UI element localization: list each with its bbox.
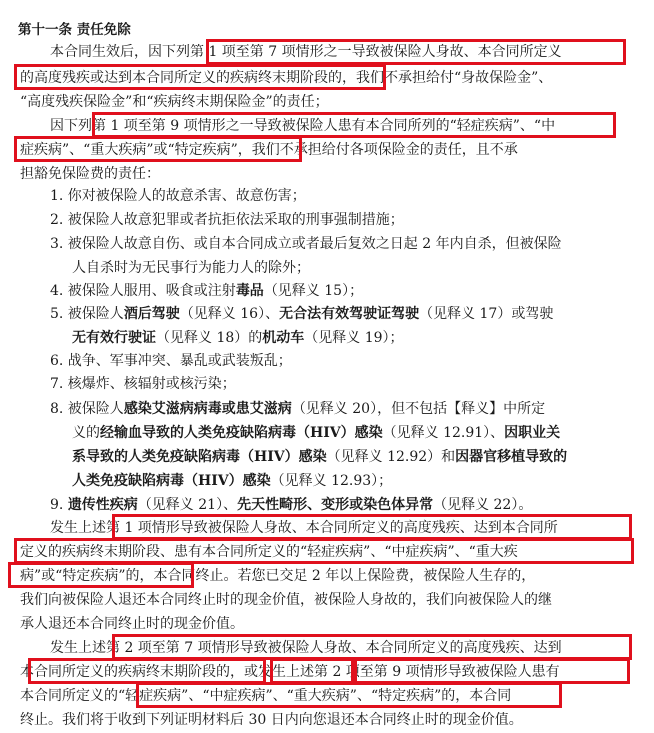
item9-number: 9. (50, 497, 68, 513)
item9-term-hereditary: 遗传性疾病 (67, 497, 138, 513)
item5-term-vehicle: 机动车 (262, 330, 305, 346)
item8-ref20: （见释义 20），但不包括【释义】中所定 (291, 401, 546, 417)
item8-text2: 义的 (72, 425, 100, 441)
item5-term-drunk-driving: 酒后驾驶 (123, 306, 180, 322)
para4-line2: 本合同所定义的疾病终末期阶段的，或发生上述第 2 项至第 9 项情形导致被保险人患有 (20, 664, 560, 680)
list-item-7: 7. 核爆炸、核辐射或核污染； (50, 376, 236, 392)
item9-term-congenital: 先天性畸形、变形或染色体异常 (237, 497, 434, 513)
para4-line3: 本合同所定义的“轻症疾病”、“中症疾病”、“重大疾病”、“特定疾病”的，本合同 (20, 688, 512, 704)
item5-term-no-permit: 无有效行驶证 (72, 330, 156, 346)
list-item-6: 6. 战争、军事冲突、暴乱或武装叛乱； (50, 353, 292, 369)
para4-line1: 发生上述第 2 项至第 7 项情形导致被保险人身故、本合同所定义的高度残疾、达到 (50, 640, 562, 656)
item8-term-aids: 感染艾滋病病毒或患艾滋病 (123, 401, 292, 417)
item5-ref19: （见释义 19）； (304, 330, 404, 346)
list-item-5-line2 (72, 326, 654, 350)
item5-text: 5. 被保险人 (50, 306, 124, 322)
list-item-8-line1 (50, 397, 654, 421)
item8-ref1291: （见释义 12.91）、 (382, 425, 505, 441)
item5-ref17: （见释义 17）或驾驶 (419, 306, 554, 322)
list-item-3-line1: 3. 被保险人故意自伤、或自本合同成立或者最后复效之日起 2 年内自杀，但被保险 (50, 236, 562, 252)
item5-ref18: （见释义 18）的 (156, 330, 263, 346)
para3-line1: 发生上述第 1 项情形导致被保险人身故、本合同所定义的高度残疾、达到本合同所 (50, 520, 558, 536)
item8-ref1292: （见释义 12.92）和 (326, 449, 456, 465)
item8-term-occupational-a: 因职业关 (504, 425, 561, 441)
para2-line2: 症疾病”、“重大疾病”或“特定疾病”，我们不承担给付各项保险金的责任，且不承 (20, 142, 518, 158)
item8-term-occupational-b: 系导致的人类免疫缺陷病毒（HIV）感染 (72, 449, 327, 465)
item9-ref22: （见释义 22）。 (433, 497, 533, 513)
para1-line3: “高度残疾保险金”和“疾病终末期保险金”的责任； (20, 94, 329, 110)
item4-text: 4. 被保险人服用、吸食或注射 (50, 283, 236, 299)
list-item-5-line1 (50, 302, 654, 326)
list-item-2: 2. 被保险人故意犯罪或者抗拒依法采取的刑事强制措施； (50, 212, 404, 228)
para3-line3: 病”或“特定疾病”的，本合同终止。若您已交足 2 年以上保险费，被保险人生存的， (20, 568, 536, 584)
clause-heading: 第十一条 责任免除 (18, 22, 131, 38)
list-item-9 (50, 493, 654, 517)
item8-ref1293: （见释义 12.93）； (270, 473, 393, 489)
item5-ref16: （见释义 16）、 (179, 306, 280, 322)
list-item-8-line3 (72, 445, 654, 469)
item8-term-transplant-a: 因器官移植导致的 (455, 449, 568, 465)
item8-text: 8. 被保险人 (50, 401, 124, 417)
para4-line4: 终止。我们将于收到下列证明材料后 30 日内向您退还本合同终止时的现金价值。 (20, 712, 523, 728)
item8-term-transplant-b: 人类免疫缺陷病毒（HIV）感染 (72, 473, 271, 489)
para2-line3: 担豁免保险费的责任： (20, 166, 160, 182)
list-item-8-line4 (72, 469, 654, 493)
para3-line4: 我们向被保险人退还本合同终止时的现金价值，被保险人身故的，我们向被保险人的继 (20, 592, 552, 608)
list-item-4 (50, 279, 654, 303)
para1-line2: 的高度残疾或达到本合同所定义的疾病终末期阶段的，我们不承担给付“身故保险金”、 (20, 70, 553, 86)
item8-term-transfusion: 经输血导致的人类免疫缺陷病毒（HIV）感染 (100, 425, 383, 441)
list-item-1: 1. 你对被保险人的故意杀害、故意伤害； (50, 188, 306, 204)
para3-line2: 定义的疾病终末期阶段、患有本合同所定义的“轻症疾病”、“中症疾病”、“重大疾 (20, 544, 518, 560)
para2-line1: 因下列第 1 项至第 9 项情形之一导致被保险人患有本合同所列的“轻症疾病”、“中 (50, 118, 556, 134)
item9-ref21: （见释义 21）、 (137, 497, 238, 513)
list-item-3-line2: 人自杀时为无民事行为能力人的除外； (72, 260, 310, 276)
para1-line1: 本合同生效后，因下列第 1 项至第 7 项情形之一导致被保险人身故、本合同所定义 (50, 44, 562, 60)
item4-ref: （见释义 15）； (263, 283, 364, 299)
para3-line5: 承人退还本合同终止时的现金价值。 (20, 616, 244, 632)
item4-term-drugs: 毒品 (235, 283, 264, 299)
list-item-8-line2 (72, 421, 654, 445)
item5-term-no-license: 无合法有效驾驶证驾驶 (279, 306, 420, 322)
